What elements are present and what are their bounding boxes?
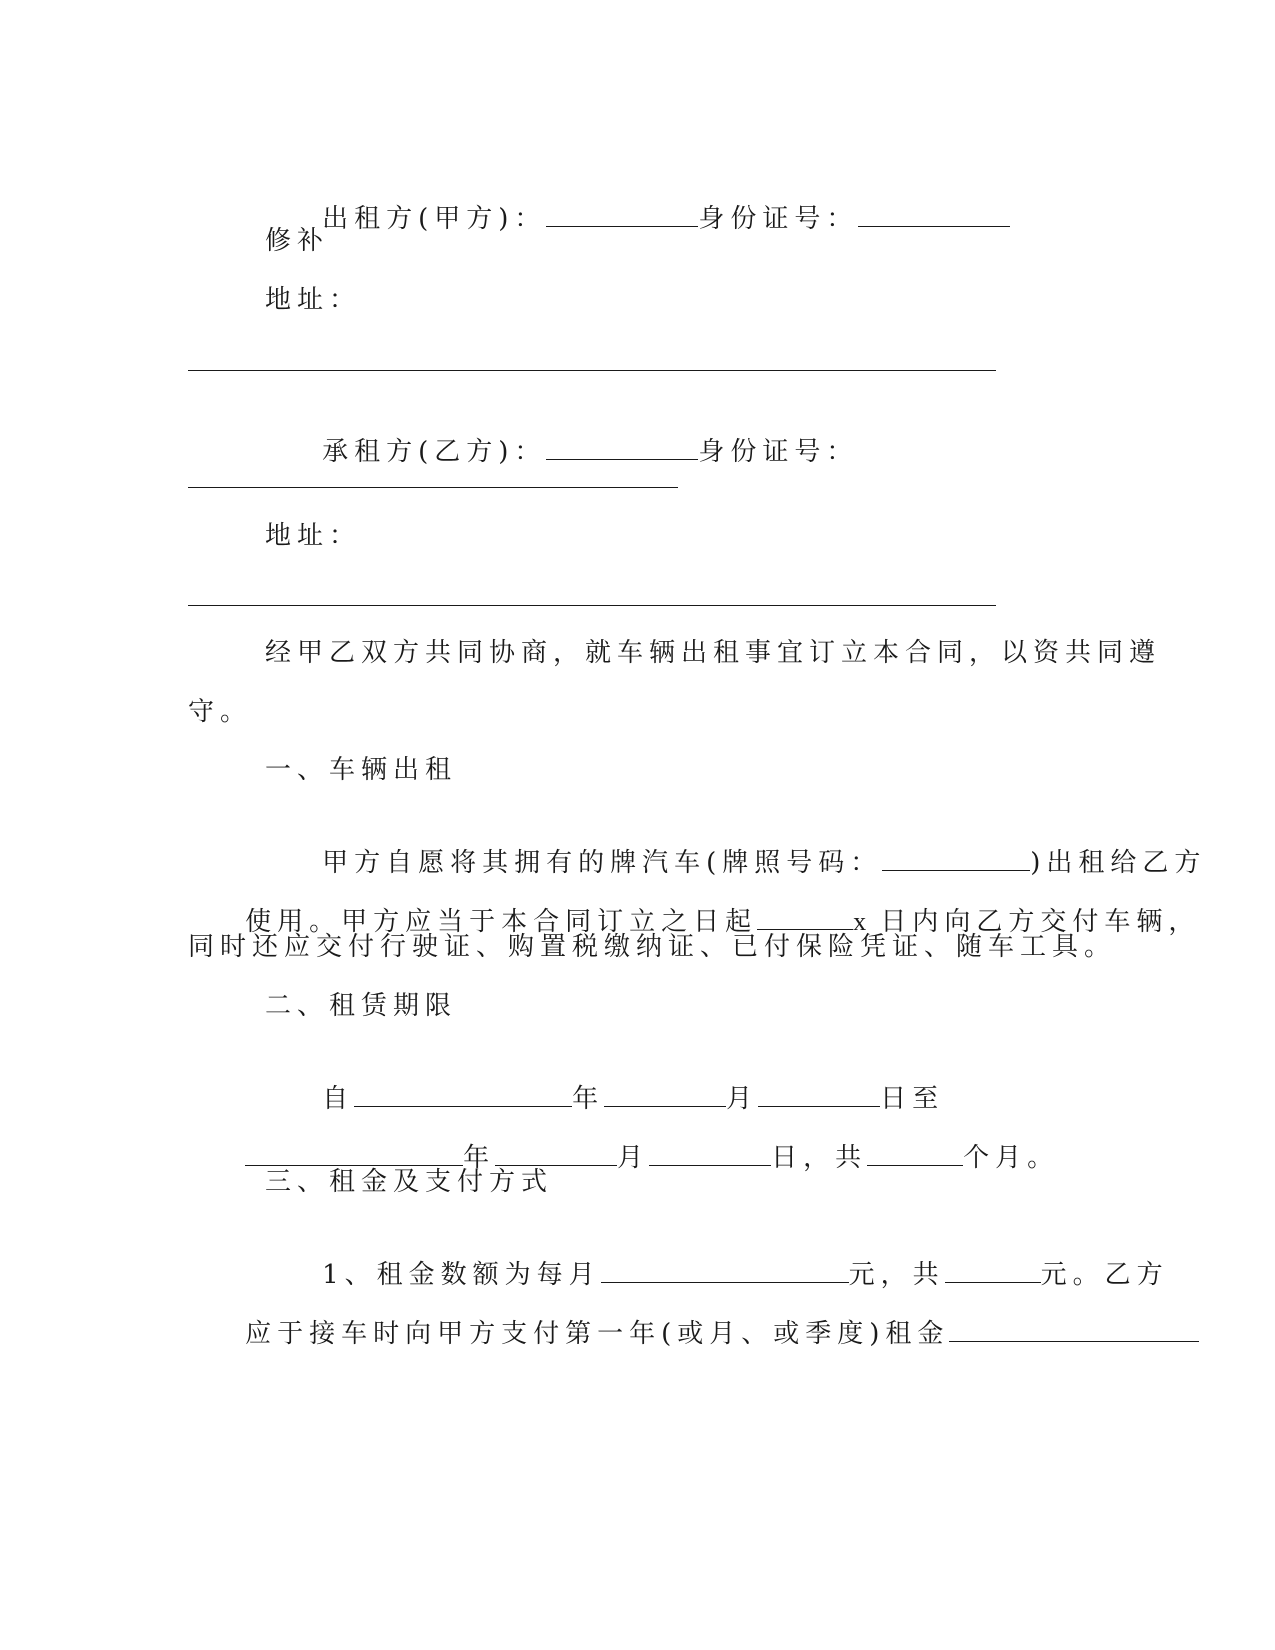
section2-heading: 二、租赁期限 <box>265 991 458 1021</box>
lessor-line <box>265 168 1010 270</box>
total-rent-blank[interactable] <box>945 1258 1041 1283</box>
section1-x-mark: x <box>853 907 867 936</box>
rent-text-c: 元。乙方 <box>1040 1260 1169 1290</box>
lessee-label: 承租方(乙方)： <box>322 437 547 467</box>
section3-heading: 三、租金及支付方式 <box>265 1167 554 1197</box>
start-year-label: 年 <box>572 1084 605 1114</box>
first-rent-blank[interactable] <box>949 1317 1199 1342</box>
lessee-address-label: 地址： <box>265 521 362 551</box>
lessee-name-blank[interactable] <box>546 435 698 460</box>
start-month-blank[interactable] <box>604 1082 726 1107</box>
end-day-blank[interactable] <box>649 1141 771 1166</box>
delivery-days-blank[interactable] <box>757 905 853 930</box>
start-day-blank[interactable] <box>758 1082 880 1107</box>
plate-number-blank[interactable] <box>882 846 1030 871</box>
preamble-line-1: 经甲乙双方共同协商，就车辆出租事宜订立本合同，以资共同遵 <box>265 638 1162 668</box>
lessee-id-label: 身份证号： <box>698 437 859 467</box>
months-label: 个月。 <box>963 1143 1060 1173</box>
lessor-note: 修补 <box>265 226 330 256</box>
total-months-blank[interactable] <box>867 1141 963 1166</box>
end-month-label: 月 <box>617 1143 650 1173</box>
rent-text-a: 1、租金数额为每月 <box>322 1260 601 1290</box>
from-label: 自 <box>322 1084 355 1114</box>
lessor-address-label: 地址： <box>265 285 362 315</box>
lessor-id-blank[interactable] <box>858 202 1010 227</box>
lessee-id-blank[interactable] <box>188 487 678 488</box>
end-year-label: 年 <box>463 1143 496 1173</box>
monthly-rent-blank[interactable] <box>601 1258 849 1283</box>
lessor-label: 出租方(甲方)： <box>322 204 547 234</box>
section1-heading: 一、车辆出租 <box>265 755 458 785</box>
section1-text-c: 使用。甲方应当于本合同订立之日起 <box>245 907 758 937</box>
end-year-blank[interactable] <box>245 1141 463 1166</box>
lessee-address-blank[interactable] <box>188 605 996 606</box>
rent-line-2 <box>188 1283 1199 1385</box>
section1-paragraph-line-3: 同时还应交付行驶证、购置税缴纳证、已付保险凭证、随车工具。 <box>188 932 1117 962</box>
lessor-name-blank[interactable] <box>546 202 698 227</box>
day-total-label: 日，共 <box>771 1143 868 1173</box>
start-year-blank[interactable] <box>354 1082 572 1107</box>
rent-text-d: 应于接车时向甲方支付第一年(或月、或季度)租金 <box>245 1319 950 1349</box>
section1-text-d: 日内向乙方交付车辆， <box>880 907 1201 937</box>
section1-text-a: 甲方自愿将其拥有的牌汽车(牌照号码： <box>322 848 883 878</box>
day-to-label: 日至 <box>880 1084 945 1114</box>
rent-text-b: 元，共 <box>848 1260 945 1290</box>
start-month-label: 月 <box>726 1084 759 1114</box>
section1-text-b: )出租给乙方 <box>1030 848 1207 878</box>
lessor-address-blank[interactable] <box>188 370 996 371</box>
preamble-line-2: 守。 <box>188 697 253 727</box>
end-month-blank[interactable] <box>495 1141 617 1166</box>
lessor-id-label: 身份证号： <box>698 204 859 234</box>
